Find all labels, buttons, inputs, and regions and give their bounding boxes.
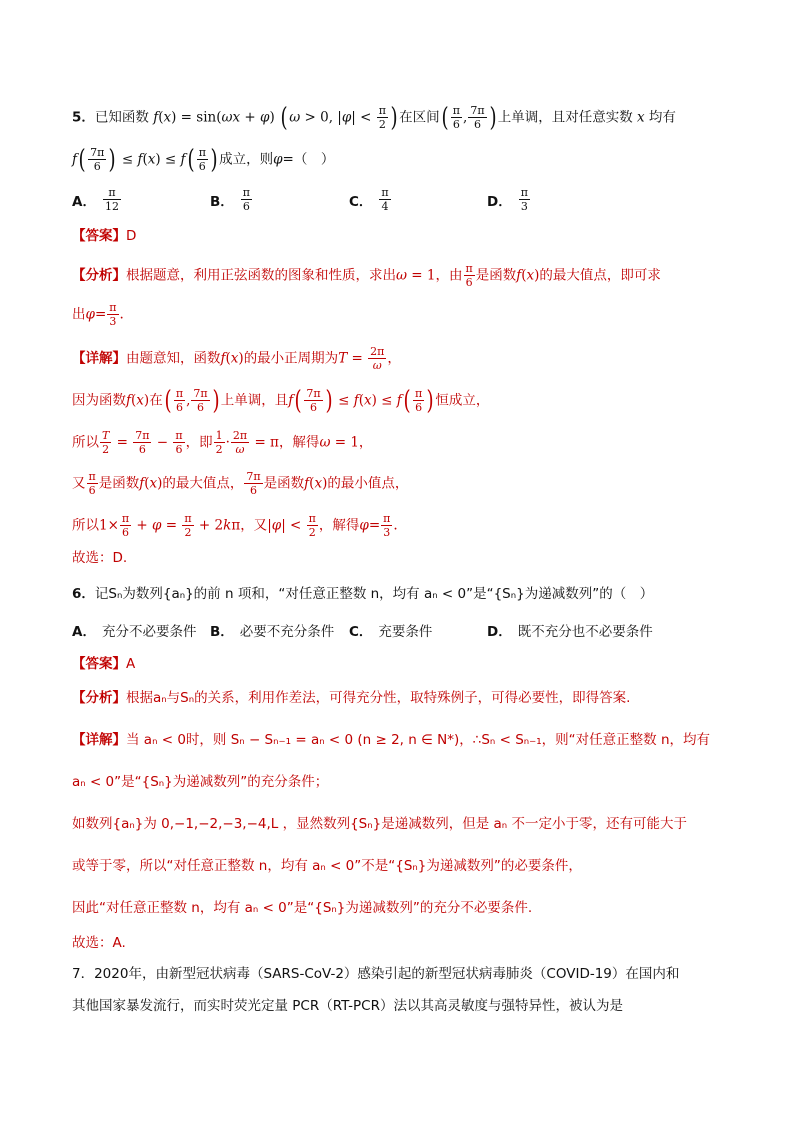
q6-choose: 故选：A. xyxy=(72,935,126,951)
q6-option-c[interactable]: C． 充要条件 xyxy=(349,624,433,640)
q6-analysis: 【分析】根据aₙ与Sₙ的关系，利用作差法，可得充分性，取特殊例子，可得必要性，即得答案. xyxy=(72,690,631,706)
q6-number: 6． xyxy=(72,586,95,602)
q5-detail-line-3: 所以 $\frac{T}{2}$ = $\frac{7\pi}{6}$ − $\frac{\pi}{6}$ ，即 $\frac{1}{2}$ · $\frac{2\pi}{\omega}$ = π，解得ω = 1， xyxy=(72,429,373,456)
q5-analysis-line-2: 出φ= $\frac{\pi}{3}$ . xyxy=(72,301,124,328)
q5-choose: 故选：D. xyxy=(72,550,128,566)
q6-option-d[interactable]: D． 既不充分也不必要条件 xyxy=(487,624,653,640)
q6-detail-line-4: 或等于零，所以“对任意正整数 n，均有 aₙ < 0”不是“{Sₙ}为递减数列”的必要条件， xyxy=(72,858,582,874)
q6-stem: 6．记Sₙ为数列{aₙ}的前 n 项和，“对任意正整数 n，均有 aₙ < 0”是“{Sₙ}为递减数列”的（ ） xyxy=(72,586,654,602)
q5-detail-line-5: 所以1× $\frac{\pi}{6}$ + φ = $\frac{\pi}{2}$ + 2kπ，又|φ| < $\frac{\pi}{2}$ ，解得φ= $\frac{\pi}{3}$ . xyxy=(72,512,398,539)
q5-stem-line-2: f( $\frac{7\pi}{6}$ ) ≤ f(x) ≤ f( $\frac{\pi}{6}$ ) 成立，则φ=（ ） xyxy=(72,144,335,175)
q6-detail-line-5: 因此“对任意正整数 n，均有 aₙ < 0”是“{Sₙ}为递减数列”的充分不必要条件. xyxy=(72,900,533,916)
q5-detail-line-4: 又 $\frac{\pi}{6}$ 是函数f(x)的最大值点， $\frac{7\pi}{6}$ 是函数f(x)的最小值点， xyxy=(72,470,409,497)
q5-answer: 【答案】D xyxy=(72,228,137,244)
q5-option-a[interactable]: A． $\frac{\pi}{12}$ xyxy=(72,186,119,213)
q6-option-a[interactable]: A． 充分不必要条件 xyxy=(72,624,197,640)
q6-option-b[interactable]: B． 必要不充分条件 xyxy=(210,624,335,640)
q6-detail-line-2: aₙ < 0”是“{Sₙ}为递减数列”的充分条件； xyxy=(72,774,329,790)
q6-answer: 【答案】A xyxy=(72,656,136,672)
q5-number: 5． xyxy=(72,109,95,126)
q6-detail-line-3: 如数列{aₙ}为 0,−1,−2,−3,−4,L ，显然数列{Sₙ}是递减数列，但是 aₙ 不一定小于零，还有可能大于 xyxy=(72,816,687,832)
q5-option-b[interactable]: B． $\frac{\pi}{6}$ xyxy=(210,186,251,213)
q6-detail-line-1: 【详解】当 aₙ < 0时，则 Sₙ − Sₙ₋₁ = aₙ < 0 (n ≥ 2, n ∈ N*)，∴Sₙ < Sₙ₋₁，则“对任意正整数 n，均有 xyxy=(72,732,711,748)
q5-stem-line-1: 5．已知函数 f(x) = sin(ωx + φ) ( ω > 0, |φ| < $\frac{\pi}{2}$ ) 在区间( $\frac{\pi}{6}$ , $\frac{7\pi}{6}$ ) 上单调，且对任意实数 x 均有 xyxy=(72,102,676,133)
q5-analysis-line-1: 【分析】根据题意，利用正弦函数的图象和性质，求出ω = 1，由 $\frac{\pi}{6}$ 是函数f(x)的最大值点，即可求 xyxy=(72,262,661,289)
q5-option-d[interactable]: D． $\frac{\pi}{3}$ xyxy=(487,186,528,213)
q5-detail-line-1: 【详解】由题意知，函数f(x)的最小正周期为T = $\frac{2\pi}{\omega}$ ， xyxy=(72,345,401,372)
q5-option-c[interactable]: C． $\frac{\pi}{4}$ xyxy=(349,186,389,213)
q5-detail-line-2: 因为函数f(x)在( $\frac{\pi}{6}$ , $\frac{7\pi}{6}$ ) 上单调，且f( $\frac{7\pi}{6}$ ) ≤ f(x) ≤ f( $\frac{\pi}{6}$ ) 恒成立， xyxy=(72,385,490,416)
q7-stem-line-2: 其他国家暴发流行，而实时荧光定量 PCR（RT-PCR）法以其高灵敏度与强特异性，被认为是 xyxy=(72,998,623,1014)
q7-stem-line-1: 7．2020年，由新型冠状病毒（SARS-CoV-2）感染引起的新型冠状病毒肺炎（COVID-19）在国内和 xyxy=(72,966,680,982)
